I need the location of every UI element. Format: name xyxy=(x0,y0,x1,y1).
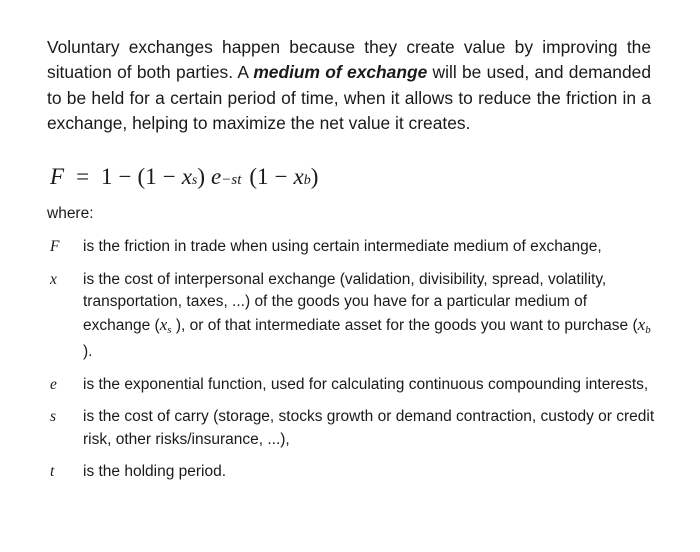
eq-one: 1 xyxy=(101,164,113,189)
eq-minus-1: − xyxy=(118,164,132,189)
symbol-F: F xyxy=(50,238,60,255)
eq-open-2: (1 xyxy=(249,164,269,189)
intro-text-2: will be used, and demanded to be held for a certain period of time, when it allows to reduce the friction in a exchange, helping to maximize the net value it creates. xyxy=(47,62,651,134)
definition-t xyxy=(47,461,657,484)
eq-close-1: ) xyxy=(197,164,206,189)
definition-F xyxy=(47,236,657,259)
eq-exponent: −st xyxy=(221,172,242,188)
eq-sub-b: b xyxy=(303,173,311,188)
definition-list xyxy=(47,236,657,494)
eq-lhs: F xyxy=(50,164,65,189)
eq-x-b: x xyxy=(293,164,304,189)
where-label: where: xyxy=(47,205,94,222)
eq-open-1: (1 xyxy=(137,164,157,189)
intro-paragraph xyxy=(47,35,651,137)
symbol-x: x xyxy=(50,270,57,288)
definition-x xyxy=(47,269,657,364)
definition-text-s: is the cost of carry (storage, stocks growth or demand contraction, custody or credit risk, other risks/insurance, ...), xyxy=(83,408,655,448)
definition-x-part-3: ). xyxy=(83,343,93,360)
inline-var-xs-base: x xyxy=(159,314,168,334)
symbol-s: s xyxy=(50,408,57,425)
symbol-e: e xyxy=(50,375,57,393)
definition-text-e: is the exponential function, used for calculating continuous compounding interests, xyxy=(83,375,649,393)
eq-sub-s: s xyxy=(191,173,198,188)
definition-text-x xyxy=(83,269,657,364)
intro-emphasis: medium of exchange xyxy=(253,62,428,83)
inline-var-xb-sub: b xyxy=(645,323,651,336)
inline-var-xs-sub: s xyxy=(167,323,172,336)
eq-minus-2: − xyxy=(162,164,176,189)
definition-e xyxy=(47,374,657,397)
symbol-t: t xyxy=(50,463,55,480)
inline-var-xs xyxy=(160,315,172,334)
inline-var-xb xyxy=(638,315,651,334)
intro-text-1: Voluntary exchanges happen because they create value by improving the situation of both parties. A xyxy=(47,37,651,83)
definition-x-part-1: is the cost of interpersonal exchange (validation, divisibility, spread, volatility, transportation, taxes, ...) of the goods you have for a particular medium of exchange ( xyxy=(83,270,607,334)
eq-e: e xyxy=(211,164,222,189)
definition-text-F: is the friction in trade when using certain intermediate medium of exchange, xyxy=(83,238,602,255)
friction-equation xyxy=(50,164,318,198)
definition-s xyxy=(47,406,657,451)
inline-var-xb-base: x xyxy=(637,314,646,334)
eq-equals: = xyxy=(76,164,90,189)
definition-text-t: is the holding period. xyxy=(83,463,227,480)
eq-close-2: ) xyxy=(310,164,319,189)
eq-minus-3: − xyxy=(274,164,288,189)
eq-x-s: x xyxy=(181,164,192,189)
definition-x-part-2: ), or of that intermediate asset for the goods you want to purchase ( xyxy=(171,316,638,334)
